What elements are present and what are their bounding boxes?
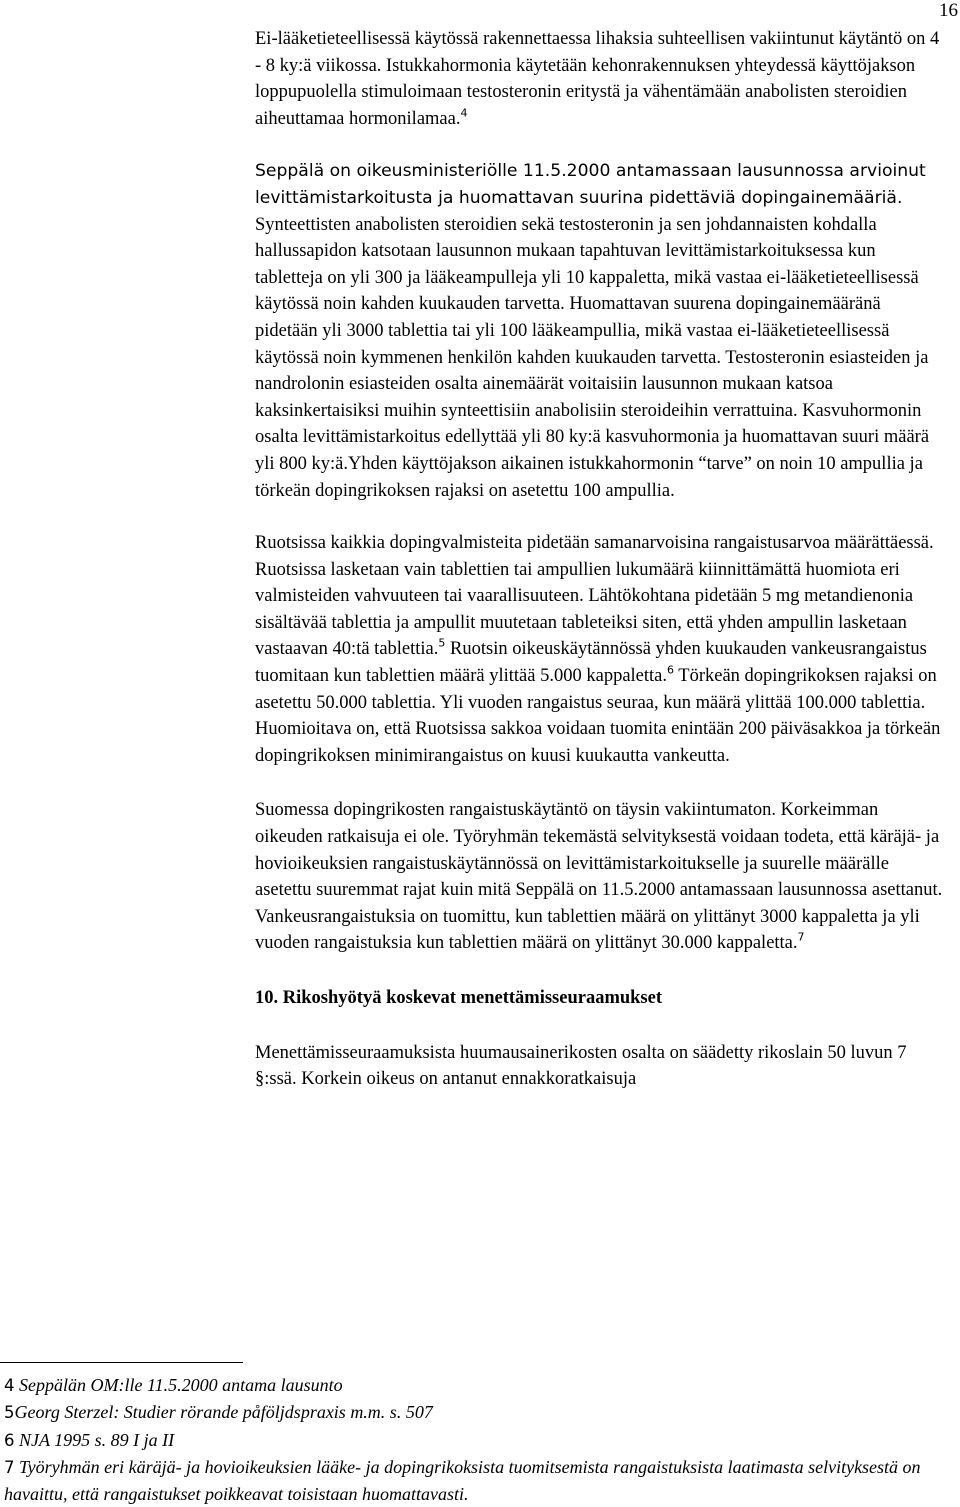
footnote-4 — [4, 1372, 954, 1399]
footnote-number: 4 — [4, 1376, 15, 1395]
footnote-7 — [4, 1454, 954, 1507]
paragraph-seppala-statement — [255, 158, 945, 504]
footnote-ref-7: 7 — [797, 930, 805, 944]
paragraph-text: Ei-lääketieteellisessä käytössä rakennettaessa lihaksia suhteellisen vakiintunut käytäntö on 4 - 8 ky:ä viikossa. Istukkahormonia käytetään kehonrakennuksen yhteydessä käyttöjakson loppupuolella stimuloimaan testosteronin eritystä ja vähentämään anabolisten steroidien aiheuttamaa hormonilamaa. — [255, 29, 940, 129]
footnote-number: 5 — [4, 1403, 15, 1423]
paragraph-text: Suomessa dopingrikosten rangaistuskäytäntö on täysin vakiintumaton. Korkeimman oikeuden ratkaisuja ei ole. Työryhmän tekemästä selvityksestä voidaan todeta, että käräjä- ja hovioikeuksien rangaistuskäytännössä on levittämistarkoitukselle ja suurelle määrälle asetettu suuremmat rajat kuin mitä Seppälä on 11.5.2000 antamassaan lausunnossa asettanut. Vankeusrangaistuksia on tuomittu, kun tablettien määrä on ylittänyt 3000 kappaletta ja yli vuoden rangaistuksia kun tablettien määrä on ylittänyt 30.000 kappaletta. — [255, 800, 943, 954]
document-body — [255, 26, 945, 1093]
paragraph-finland — [255, 797, 945, 957]
footnote-5 — [4, 1399, 954, 1426]
paragraph-text: Törkeän dopingrikoksen rajaksi on asetettu 50.000 tablettia. Yli vuoden rangaistus seuraa, kun määrä ylittää 100.000 tablettia. Huomioitava on, että Ruotsissa sakkoa voidaan tuomita enintään 200 päiväsakkoa ja törkeän dopingrikoksen minimirangaistus on kuusi kuukautta vankeutta. — [255, 666, 941, 766]
paragraph-text: Ruotsissa kaikkia dopingvalmisteita pidetään samanarvoisina rangaistusarvoa määrättäessä. Ruotsissa lasketaan vain tablettien tai ampullien lukumäärä kiinnittämättä huomiota eri valmisteiden vahvuuteen tai vaarallisuuteen. Lähtökohtana pidetään 5 mg metandienonia sisältävää tablettia ja ampullit muutetaan tableteiksi siten, että yhden ampullin lasketaan vastaavan 40:tä tablettia. — [255, 533, 934, 660]
footnote-ref-5: 5 — [438, 636, 446, 650]
page-number: 16 — [939, 0, 958, 21]
section-heading: 10. Rikoshyötyä koskevat menettämisseuraamukset — [255, 988, 662, 1008]
paragraph-text: Ruotsin oikeuskäytännössä yhden kuukauden vankeusrangaistus tuomitaan kun tablettien määrä ylittää 5.000 kappaletta. — [255, 639, 927, 687]
footnote-ref-6: 6 — [667, 663, 674, 677]
paragraph-text: Synteettisten anabolisten steroidien sekä testosteronin ja sen johdannaisten kohdalla hallussapidon katsotaan lausunnon mukaan tapahtuvan levittämistarkoituksessa kun tabletteja on yli 300 ja lääkeampulleja yli 10 kappaletta, mikä vastaa ei-lääketieteellisessä käytössä noin kahden kuukauden tarvetta. Huomattavan suurena dopingainemääränä pidetään yli 3000 tablettia tai yli 100 lääkeampullia, mikä vastaa ei-lääketieteellisessä käytössä noin kymmenen henkilön kahden kuukauden tarvetta. Testosteronin esiasteiden ja nandrolonin esiasteiden osalta ainemäärät voitaisiin lausunnon mukaan katsoa kaksinkertaisiksi muihin synteettisiin anabolisiin steroideihin verrattuina. Kasvuhormonin osalta levittämistarkoitus edellyttää yli 80 ky:ä kasvuhormonia ja huomattavan suuri määrä yli 800 ky:ä.Yhden käyttöjakson aikainen istukkahormonin “tarve” on noin 10 ampullia ja törkeän dopingrikoksen rajaksi on asetettu 100 ampullia. — [255, 214, 930, 501]
paragraph-confiscation: Menettämisseuraamuksista huumausainerikosten osalta on säädetty rikoslain 50 luvun 7 §:ssä. Korkein oikeus on antanut ennakkoratkaisuja — [255, 1042, 907, 1090]
footnote-number: 6 — [4, 1430, 15, 1450]
footnote-ref-4: 4 — [460, 106, 468, 120]
paragraph-steroid-use — [255, 26, 945, 132]
footnote-number: 7 — [4, 1457, 15, 1477]
footnote-text: Työryhmän eri käräjä- ja hovioikeuksien lääke- ja dopingrikoksista tuomitsemista rangaistuksista laatimasta selvityksestä on havaittu, että rangaistukset poikkeavat toisistaan huomattavasti. — [4, 1456, 921, 1505]
paragraph-text-sans: Seppälä on oikeusministeriölle 11.5.2000 antamassaan lausunnossa arvioinut levittämistarkoitusta ja huomattavan suurina pidettäviä dopingainemääriä. — [255, 161, 926, 208]
paragraph-sweden — [255, 530, 945, 769]
footnote-text: Georg Sterzel: Studier rörande påföljdspraxis m.m. s. 507 — [14, 1402, 433, 1423]
footnote-text: Seppälän OM:lle 11.5.2000 antama lausunto — [14, 1375, 343, 1395]
footnotes — [4, 1372, 954, 1507]
footnote-6 — [4, 1427, 954, 1454]
footnote-text: NJA 1995 s. 89 I ja II — [14, 1429, 175, 1450]
footnote-separator — [0, 1362, 243, 1363]
